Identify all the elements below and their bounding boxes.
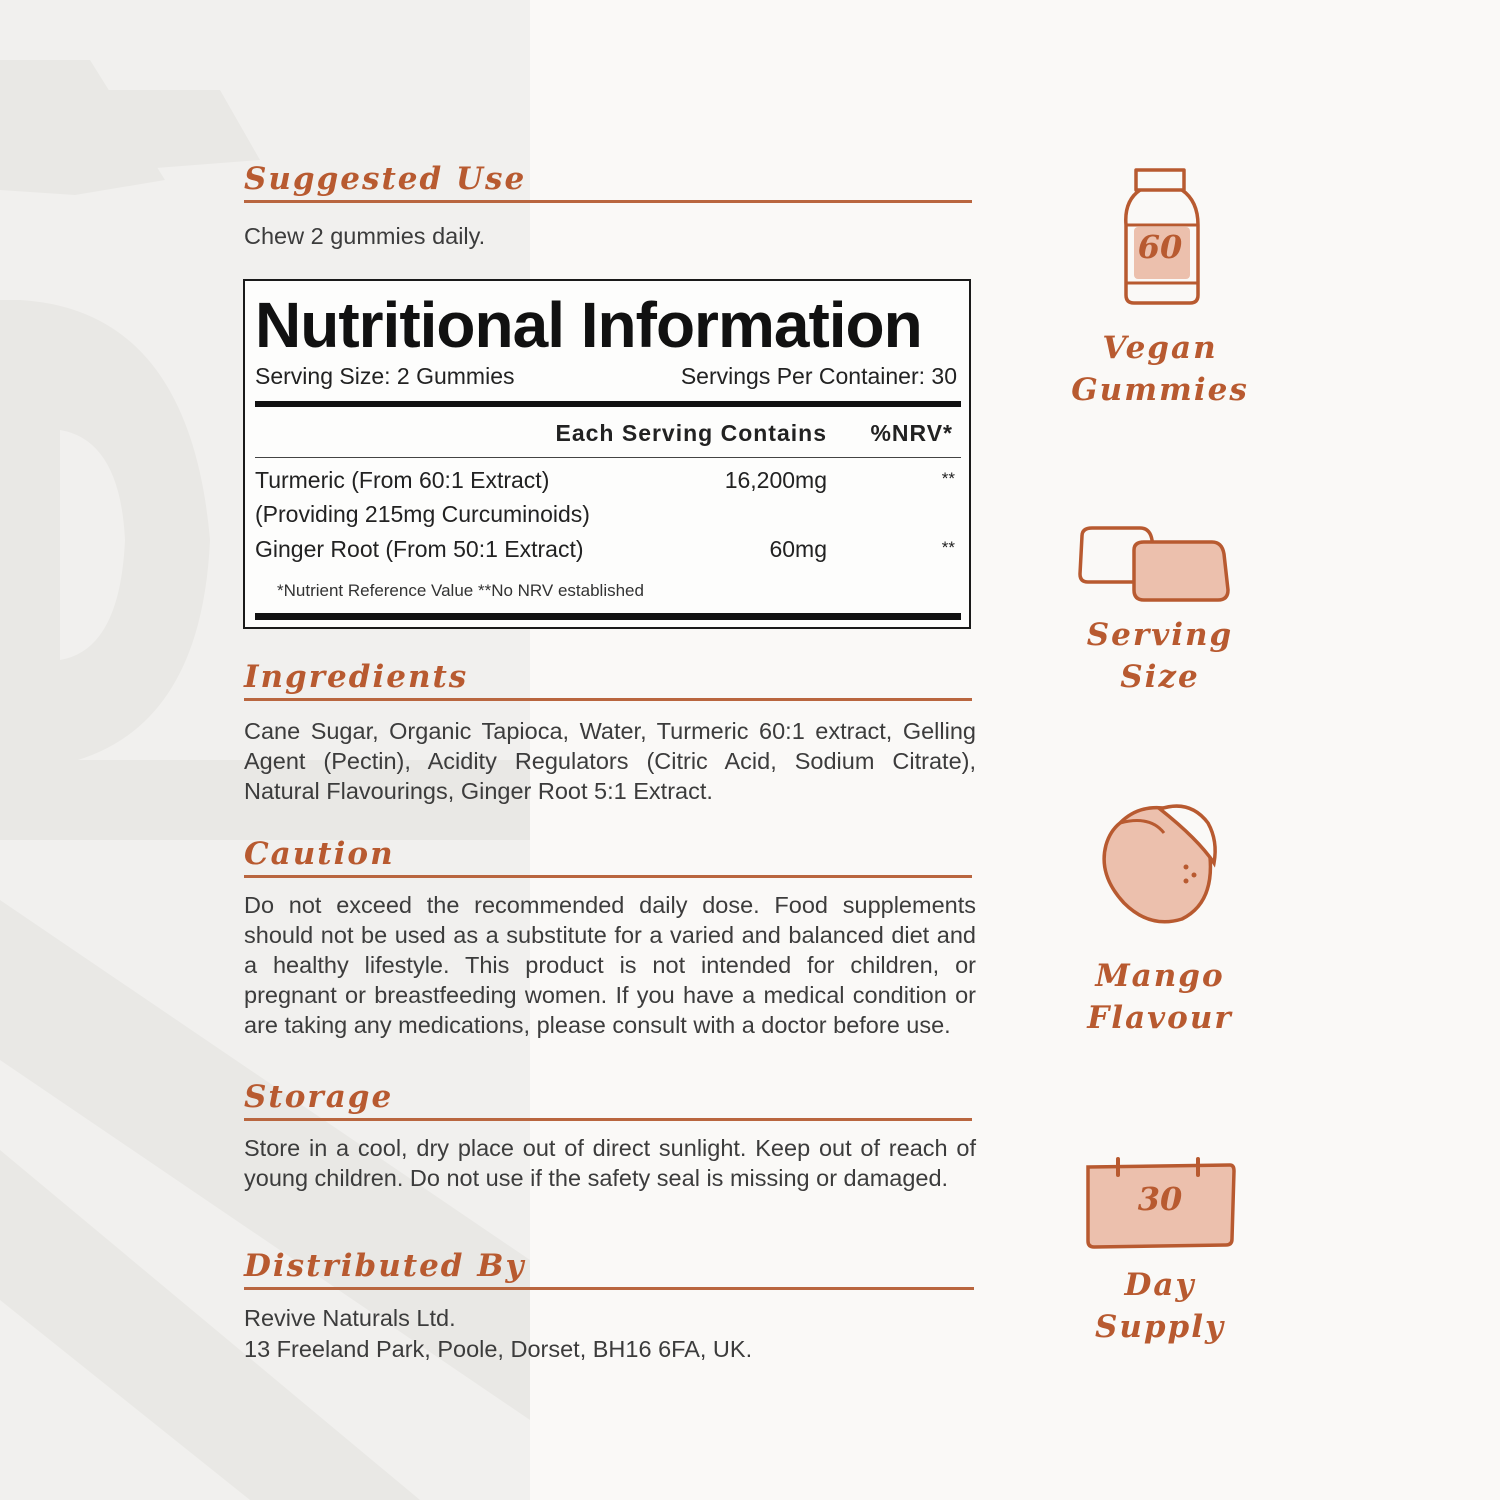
suggested-use-heading: Suggested Use [244, 160, 972, 203]
calendar-days: 30 [1137, 1180, 1183, 1218]
row-amount-ginger: 60mg [769, 536, 827, 562]
badge-vegan-line2: Gummies [1071, 372, 1249, 408]
badge-mango-flavour [1030, 955, 1290, 1039]
badge-flavour-line1: Mango [1095, 958, 1225, 994]
distributor-name: Revive Naturals Ltd. [244, 1305, 456, 1331]
row-name-ginger: Ginger Root (From 50:1 Extract) [255, 536, 584, 562]
bottom-thick-rule [255, 613, 961, 620]
badge-supply-line1: Day [1124, 1267, 1196, 1303]
servings-per-container: Servings Per Container: 30 [680, 363, 957, 389]
serving-size: Serving Size: 2 Gummies [255, 363, 515, 389]
badge-serving-line1: Serving [1086, 617, 1234, 653]
suggested-use-text: Chew 2 gummies daily. [244, 223, 486, 249]
badge-serving-line2: Size [1120, 659, 1200, 695]
row-name-turmeric: Turmeric (From 60:1 Extract) [255, 467, 550, 493]
badge-day-supply [1030, 1264, 1290, 1348]
thick-rule [255, 401, 961, 407]
distributed-by-heading: Distributed By [244, 1247, 974, 1290]
column-header-amount: Each Serving Contains [555, 420, 827, 446]
nutrition-panel [243, 279, 971, 629]
badge-vegan-gummies [1030, 327, 1290, 411]
badge-vegan-line1: Vegan [1102, 330, 1218, 366]
storage-heading: Storage [244, 1078, 972, 1121]
row-amount-turmeric: 16,200mg [724, 467, 827, 493]
row-name-curcuminoids: (Providing 215mg Curcuminoids) [255, 501, 590, 527]
caution-text: Do not exceed the recommended daily dose. Food supplements should not be used as a substitute for a varied and balanced diet and a healthy lifestyle. This product is not intended for children, or pregnant or breastfeeding women. If you have a medical condition or are taking any medications, please consult with a doctor before use. [244, 892, 976, 1038]
ingredients-heading: Ingredients [244, 658, 972, 701]
ingredients-text: Cane Sugar, Organic Tapioca, Water, Turmeric 60:1 extract, Gelling Agent (Pectin), Acidity Regulators (Citric Acid, Sodium Citrate), Natural Flavourings, Ginger Root 5:1 Extract. [244, 718, 976, 804]
column-header-nrv: %NRV* [870, 420, 953, 446]
nutrition-title: Nutritional Information [255, 289, 922, 361]
badge-supply-line2: Supply [1094, 1309, 1226, 1345]
storage-text: Store in a cool, dry place out of direct sunlight. Keep out of reach of young children. Do not use if the safety seal is missing or damaged. [244, 1135, 976, 1191]
row-nrv-ginger: ** [941, 538, 955, 557]
distributor-address: 13 Freeland Park, Poole, Dorset, BH16 6FA, UK. [244, 1336, 753, 1362]
thin-rule [255, 457, 961, 458]
bottle-count: 60 [1137, 228, 1183, 266]
badge-serving-size [1030, 614, 1290, 698]
nutrition-footnote: *Nutrient Reference Value **No NRV established [277, 581, 644, 600]
row-nrv-turmeric: ** [941, 469, 955, 488]
caution-heading: Caution [244, 835, 972, 878]
mango-icon [1090, 795, 1225, 930]
badge-flavour-line2: Flavour [1087, 1000, 1233, 1036]
gummies-icon [1072, 522, 1237, 607]
